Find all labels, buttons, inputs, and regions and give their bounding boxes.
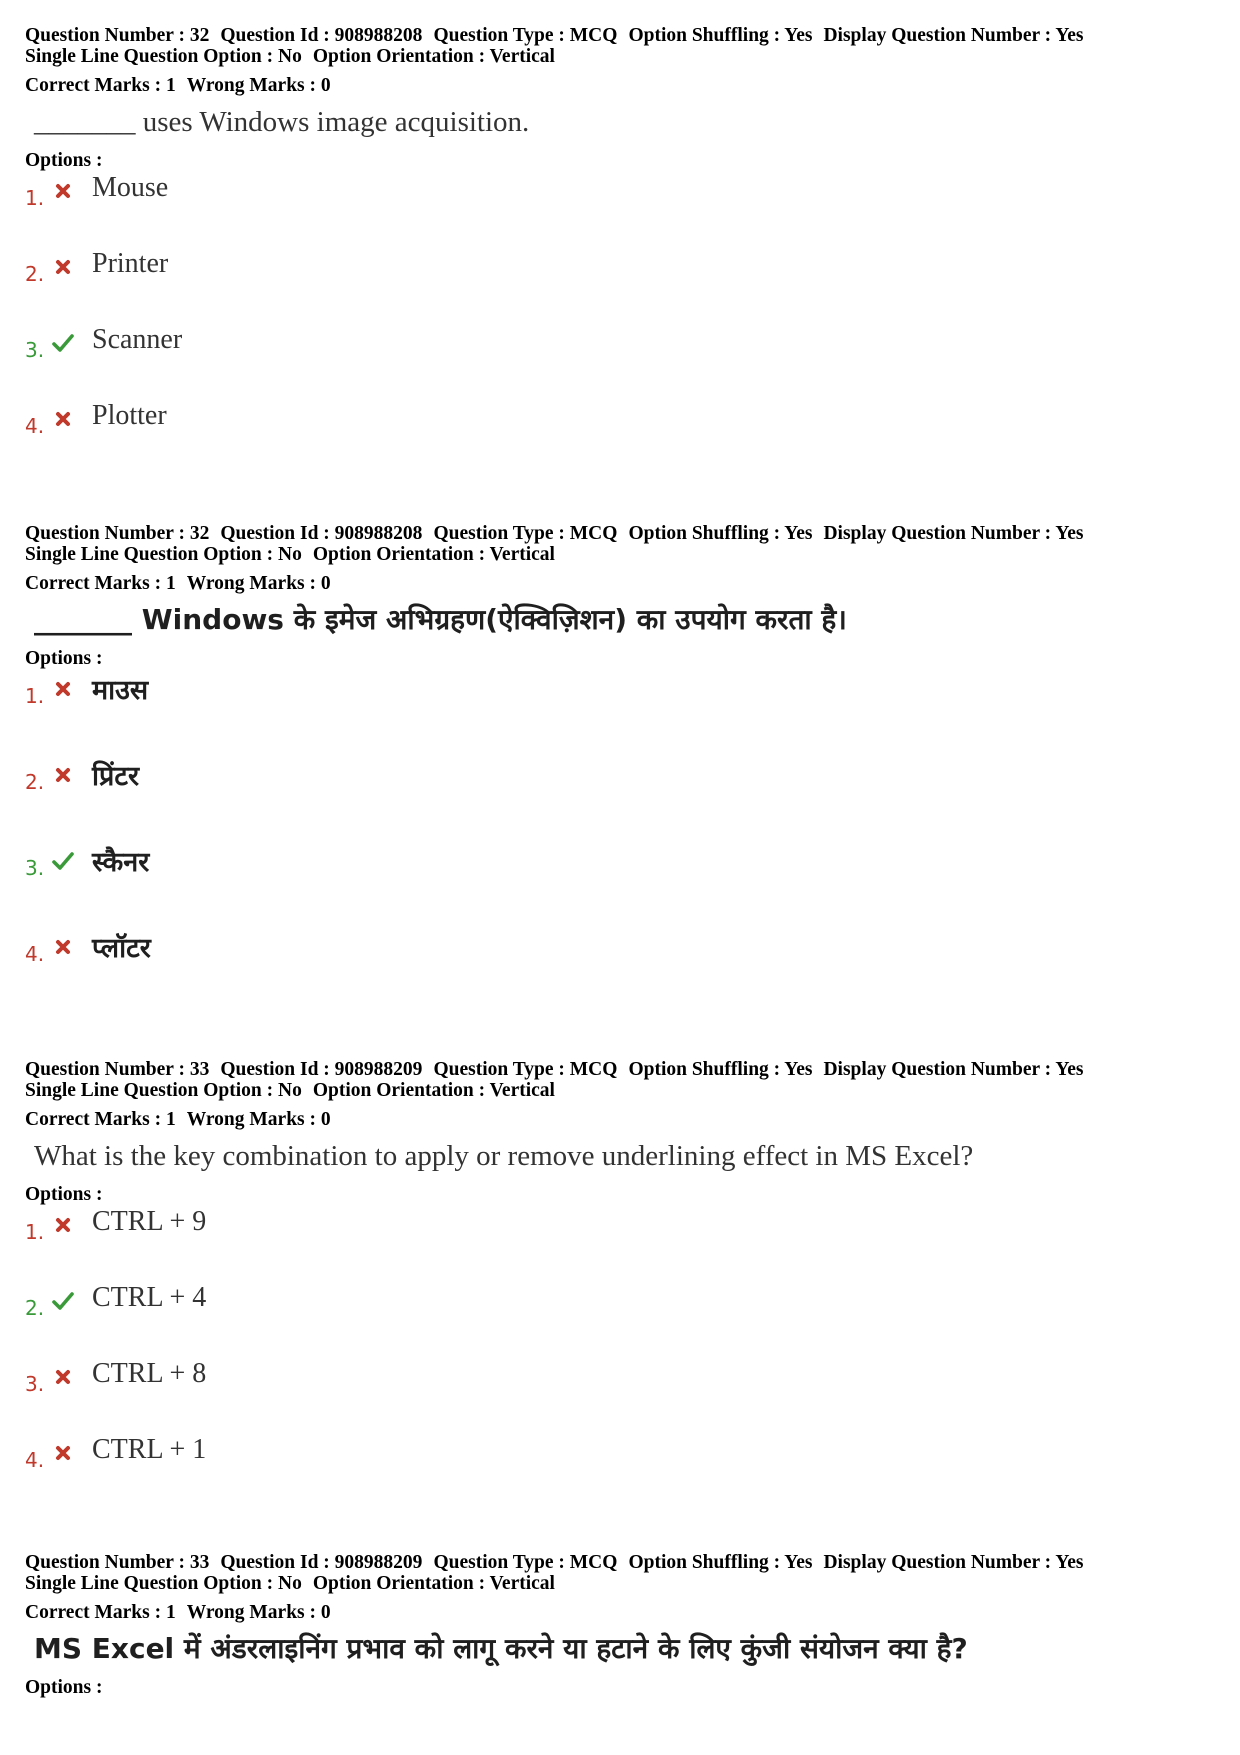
question-text: MS Excel में अंडरलाइनिंग प्रभाव को लागू करने या हटाने के लिए कुंजी संयोजन क्या है? <box>34 1632 968 1665</box>
option-text: प्रिंटर <box>92 761 140 792</box>
option-text: माउस <box>92 675 149 706</box>
question-block <box>25 25 1215 476</box>
option-item <box>25 248 1215 324</box>
option-text: Plotter <box>92 400 167 431</box>
question-block <box>25 1552 1215 1699</box>
cross-icon <box>52 1214 74 1236</box>
question-text: _______ uses Windows image acquisition. <box>34 106 530 138</box>
question-meta-line-1: Question Number : 32 Question Id : 908988208 Question Type : MCQ Option Shuffling : Yes Display Question Number : Yes <box>25 25 1084 46</box>
option-item <box>25 1282 1215 1358</box>
option-list <box>25 172 1215 476</box>
cross-icon <box>52 180 74 202</box>
option-number: 2. <box>25 770 45 794</box>
check-icon <box>52 850 74 872</box>
option-text: CTRL + 8 <box>92 1358 207 1389</box>
question-meta-line-1: Question Number : 33 Question Id : 908988209 Question Type : MCQ Option Shuffling : Yes Display Question Number : Yes <box>25 1552 1084 1573</box>
option-number: 1. <box>25 186 45 210</box>
question-meta-line-2: Single Line Question Option : No Option Orientation : Vertical <box>25 544 555 565</box>
option-number: 3. <box>25 856 45 880</box>
option-list <box>25 1206 1215 1510</box>
options-label: Options : <box>25 150 103 171</box>
check-icon <box>52 1290 74 1312</box>
option-item <box>25 1206 1215 1282</box>
option-text: Mouse <box>92 172 169 203</box>
option-text: Printer <box>92 248 169 279</box>
options-label: Options : <box>25 1677 103 1698</box>
option-text: प्लॉटर <box>92 933 151 964</box>
option-text: स्कैनर <box>92 847 150 878</box>
options-label: Options : <box>25 648 103 669</box>
question-text: What is the key combination to apply or remove underlining effect in MS Excel? <box>34 1140 974 1172</box>
option-list <box>25 670 1215 1014</box>
option-number: 1. <box>25 684 45 708</box>
question-meta-line-1: Question Number : 33 Question Id : 908988209 Question Type : MCQ Option Shuffling : Yes Display Question Number : Yes <box>25 1059 1084 1080</box>
question-marks: Correct Marks : 1 Wrong Marks : 0 <box>25 573 331 594</box>
option-item <box>25 400 1215 476</box>
option-number: 4. <box>25 414 45 438</box>
question-meta-line-2: Single Line Question Option : No Option Orientation : Vertical <box>25 1080 555 1101</box>
question-marks: Correct Marks : 1 Wrong Marks : 0 <box>25 75 331 96</box>
cross-icon <box>52 1442 74 1464</box>
option-text: CTRL + 1 <box>92 1434 207 1465</box>
cross-icon <box>52 1366 74 1388</box>
option-item <box>25 172 1215 248</box>
question-meta-line-2: Single Line Question Option : No Option Orientation : Vertical <box>25 46 555 67</box>
option-item <box>25 1358 1215 1434</box>
question-meta-line-2: Single Line Question Option : No Option Orientation : Vertical <box>25 1573 555 1594</box>
options-label: Options : <box>25 1184 103 1205</box>
option-text: Scanner <box>92 324 183 355</box>
question-marks: Correct Marks : 1 Wrong Marks : 0 <box>25 1109 331 1130</box>
cross-icon <box>52 936 74 958</box>
option-text: CTRL + 9 <box>92 1206 207 1237</box>
option-item <box>25 842 1215 928</box>
option-number: 4. <box>25 1448 45 1472</box>
option-number: 4. <box>25 942 45 966</box>
question-marks: Correct Marks : 1 Wrong Marks : 0 <box>25 1602 331 1623</box>
option-number: 2. <box>25 1296 45 1320</box>
option-text: CTRL + 4 <box>92 1282 207 1313</box>
option-number: 2. <box>25 262 45 286</box>
cross-icon <box>52 678 74 700</box>
option-number: 3. <box>25 338 45 362</box>
question-meta-line-1: Question Number : 32 Question Id : 908988208 Question Type : MCQ Option Shuffling : Yes Display Question Number : Yes <box>25 523 1084 544</box>
option-number: 3. <box>25 1372 45 1396</box>
option-item <box>25 928 1215 1014</box>
question-block <box>25 1059 1215 1510</box>
cross-icon <box>52 408 74 430</box>
option-item <box>25 756 1215 842</box>
question-block <box>25 523 1215 1014</box>
cross-icon <box>52 764 74 786</box>
question-text: _______ Windows के इमेज अभिग्रहण(ऐक्विज़िशन) का उपयोग करता है। <box>34 603 847 636</box>
check-icon <box>52 332 74 354</box>
option-item <box>25 1434 1215 1510</box>
option-item <box>25 670 1215 756</box>
option-item <box>25 324 1215 400</box>
option-number: 1. <box>25 1220 45 1244</box>
cross-icon <box>52 256 74 278</box>
